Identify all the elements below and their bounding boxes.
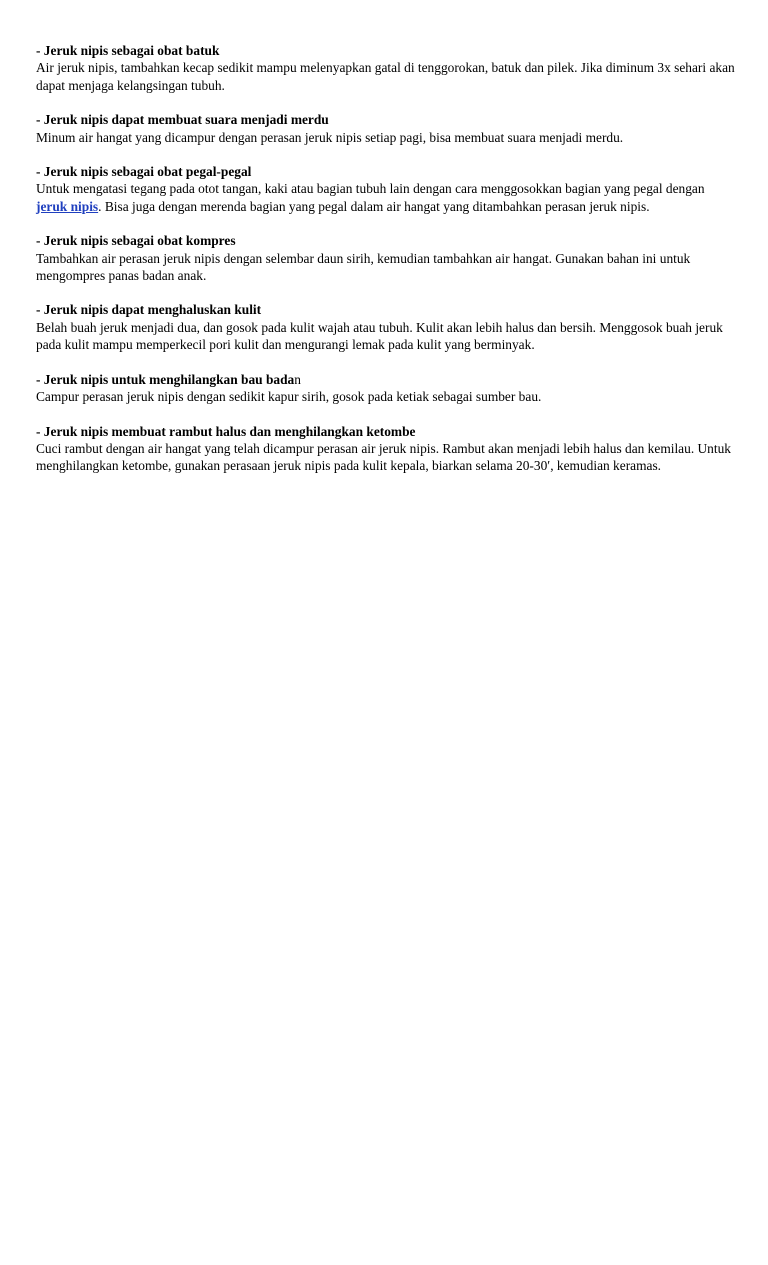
section-heading: - Jeruk nipis sebagai obat batuk: [36, 43, 220, 58]
section-heading: - Jeruk nipis dapat membuat suara menjadi merdu: [36, 112, 329, 128]
section-heading: [36, 371, 736, 388]
section-body-after-link: . Bisa juga dengan merenda bagian yang pegal dalam air hangat yang ditambahkan perasan jeruk nipis.: [98, 198, 650, 214]
section-heading: - Jeruk nipis membuat rambut halus dan menghilangkan ketombe: [36, 423, 416, 439]
section-obat-kompres: [36, 232, 736, 284]
section-body: Minum air hangat yang dicampur dengan perasan jeruk nipis setiap pagi, bisa membuat suara menjadi merdu.: [36, 129, 624, 145]
section-heading-bold: - Jeruk nipis untuk menghilangkan bau bada: [36, 371, 295, 387]
section-heading: - Jeruk nipis sebagai obat pegal-pegal: [36, 164, 252, 180]
section-bau-badan: [36, 371, 736, 406]
jeruk-nipis-link[interactable]: jeruk nipis: [36, 198, 99, 214]
section-body: Campur perasan jeruk nipis dengan sedikit kapur sirih, gosok pada ketiak sebagai sumber bau.: [36, 389, 542, 405]
section-heading: - Jeruk nipis sebagai obat kompres: [36, 233, 236, 249]
section-rambut-ketombe: [36, 423, 736, 475]
section-body: Tambahkan air perasan jeruk nipis dengan selembar daun sirih, kemudian tambahkan air hangat. Gunakan bahan ini untuk mengompres panas badan anak.: [36, 250, 691, 284]
section-heading: - Jeruk nipis dapat menghaluskan kulit: [36, 302, 262, 318]
section-body-before-link: Untuk mengatasi tegang pada otot tangan, kaki atau bagian tubuh lain dengan cara menggosokkan bagian yang pegal dengan: [36, 181, 705, 197]
section-body: Cuci rambut dengan air hangat yang telah dicampur perasan air jeruk nipis. Rambut akan menjadi lebih halus dan kemilau. Untuk menghilangkan ketombe, gunakan perasaan jeruk nipis pada kulit kepala, biarkan selama 20-30′, kemudian keramas.: [36, 440, 731, 474]
section-suara-merdu: [36, 111, 736, 146]
section-body: [36, 180, 736, 215]
section-body: Belah buah jeruk menjadi dua, dan gosok pada kulit wajah atau tubuh. Kulit akan lebih halus dan bersih. Menggosok buah jeruk pada kulit mampu memperkecil pori kulit dan mengurangi lemak pada kulit yang berminyak.: [36, 319, 723, 353]
section-obat-batuk: [36, 42, 736, 94]
section-body: Air jeruk nipis, tambahkan kecap sedikit mampu melenyapkan gatal di tenggorokan, batuk dan pilek. Jika diminum 3x sehari akan dapat menjaga kelangsingan tubuh.: [36, 60, 735, 93]
section-menghaluskan-kulit: [36, 301, 736, 353]
section-heading-tail: n: [294, 371, 301, 387]
document-page: [36, 42, 736, 492]
section-pegal-pegal: [36, 163, 736, 215]
